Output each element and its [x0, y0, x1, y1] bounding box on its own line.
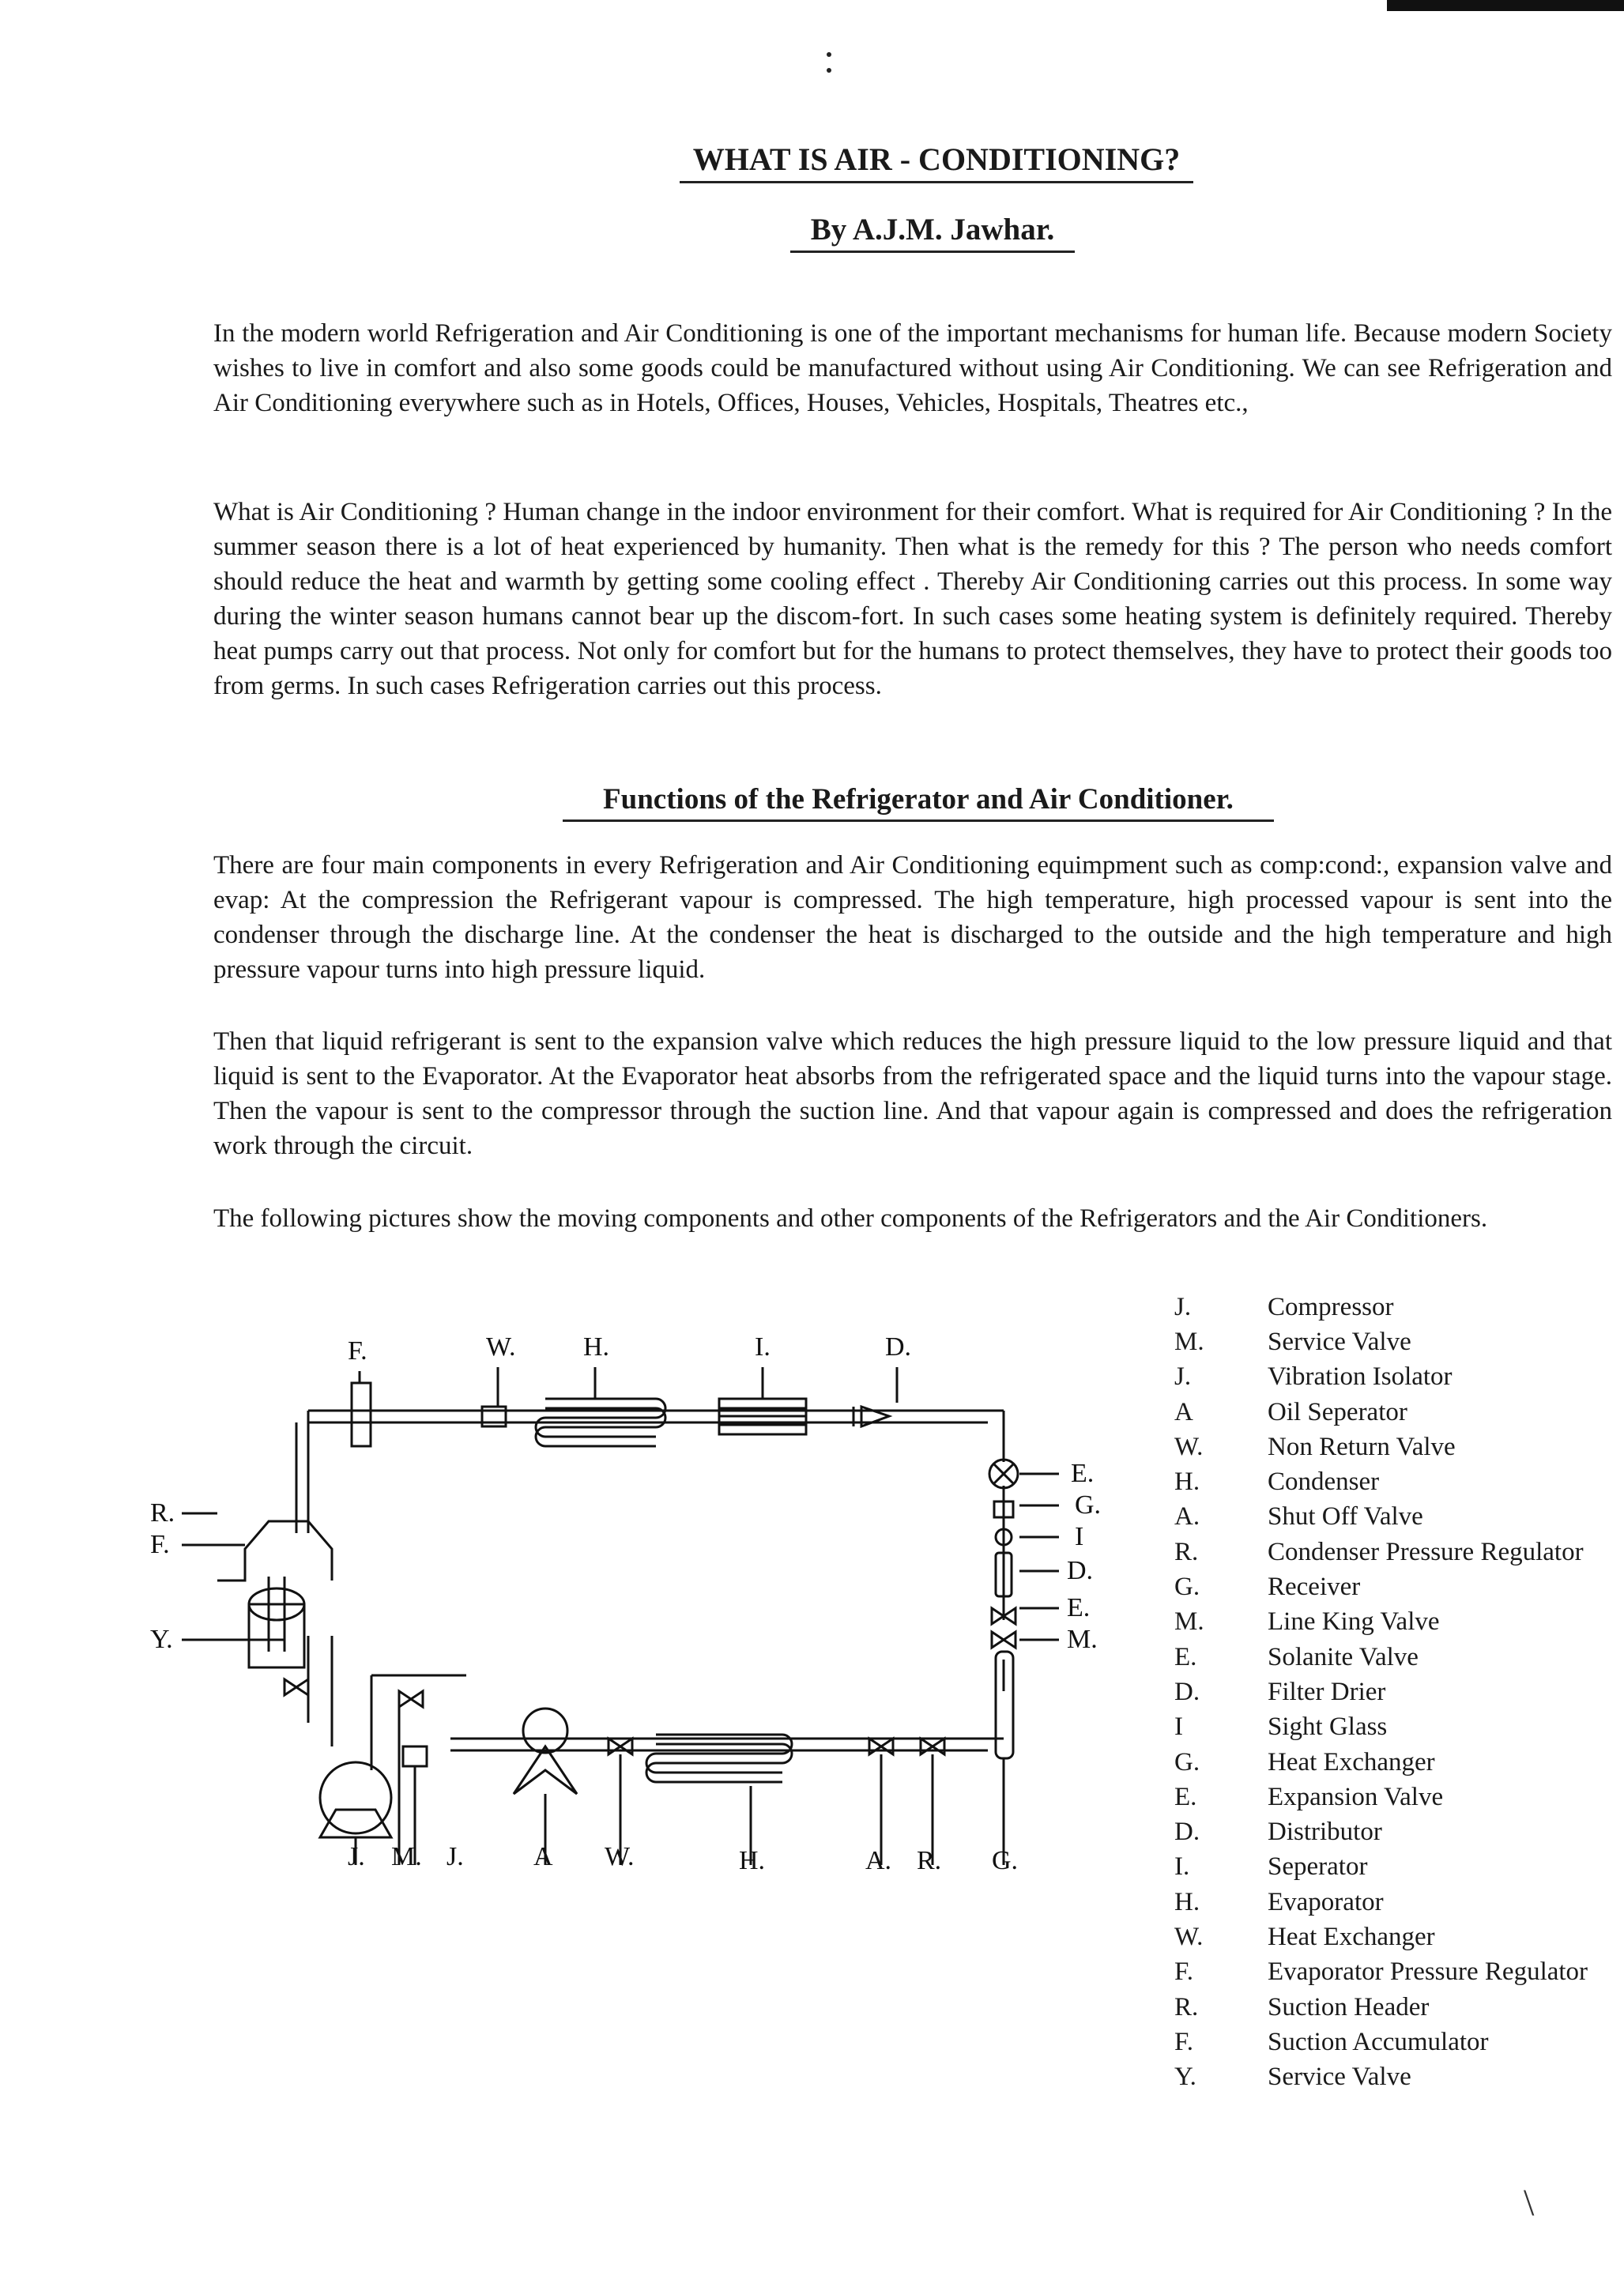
legend-name: Heat Exchanger: [1268, 1747, 1435, 1776]
diagram-label-bottom: W.: [605, 1842, 635, 1871]
legend-row: [1162, 1850, 1620, 1885]
legend-name: Condenser Pressure Regulator: [1268, 1537, 1584, 1566]
component-legend: [1162, 1290, 1620, 2095]
page-title: WHAT IS AIR - CONDITIONING?: [680, 141, 1193, 183]
legend-key: W.: [1174, 1432, 1204, 1461]
diagram-label-bottom: A: [533, 1842, 553, 1871]
diagram-label-top: W.: [486, 1332, 516, 1362]
legend-row: [1162, 1710, 1620, 1745]
diagram-label-top: D.: [885, 1332, 912, 1362]
diagram-label-bottom: M.: [391, 1842, 422, 1871]
legend-key: G.: [1174, 1747, 1200, 1776]
legend-row: [1162, 1464, 1620, 1499]
legend-name: Filter Drier: [1268, 1677, 1386, 1706]
legend-row: [1162, 1290, 1620, 1324]
legend-key: D.: [1174, 1818, 1200, 1847]
diagram-label-bottom: A.: [865, 1846, 892, 1875]
legend-name: Sight Glass: [1268, 1712, 1388, 1742]
diagram-label-right: E.: [1071, 1459, 1095, 1488]
diagram-label-bottom: R.: [917, 1846, 942, 1875]
diagram-label-bottom: H.: [739, 1846, 766, 1875]
diagram-label-top: F.: [348, 1336, 367, 1366]
legend-name: Vibration Isolator: [1268, 1362, 1453, 1392]
legend-name: Solanite Valve: [1268, 1642, 1419, 1671]
diagram-label-bottom: G.: [992, 1846, 1019, 1875]
legend-key: I.: [1174, 1852, 1190, 1882]
legend-key: A: [1174, 1397, 1193, 1426]
legend-name: Distributor: [1268, 1818, 1382, 1847]
legend-row: [1162, 1640, 1620, 1675]
legend-key: F.: [1174, 1957, 1193, 1987]
legend-row: [1162, 1360, 1620, 1395]
handwritten-page-mark: \: [1524, 2182, 1535, 2224]
legend-key: A.: [1174, 1502, 1200, 1532]
legend-name: Evaporator: [1268, 1887, 1384, 1916]
legend-name: Service Valve: [1268, 2063, 1411, 2092]
legend-key: I: [1174, 1712, 1183, 1742]
function-paragraph-1: There are four main components in every Refrigeration and Air Conditioning equimpment such as comp:cond:, expansion valve and evap: At the compression the Refrigerant vapour is compressed. The high temperature, high processed vapour is sent into the condenser through the discharge line. At the condenser the heat is discharged to the outside and the high temperature and high pressure vapour turns into high pressure liquid.: [213, 851, 1612, 984]
diagram-label-bottom: J.: [447, 1842, 464, 1871]
legend-row: [1162, 1745, 1620, 1780]
legend-name: Oil Seperator: [1268, 1397, 1407, 1426]
diagram-label-right: M.: [1067, 1625, 1098, 1654]
legend-name: Expansion Valve: [1268, 1782, 1444, 1811]
legend-name: Seperator: [1268, 1852, 1368, 1882]
vibration-isolator-box: [403, 1746, 427, 1766]
section-heading: Functions of the Refrigerator and Air Conditioner.: [563, 782, 1274, 822]
legend-name: Evaporator Pressure Regulator: [1268, 1957, 1588, 1987]
legend-row: [1162, 2025, 1620, 2059]
legend-key: J.: [1174, 1292, 1192, 1321]
legend-name: Compressor: [1268, 1292, 1394, 1321]
refrigeration-circuit-diagram: [150, 1280, 1146, 1928]
definition-paragraph: What is Air Conditioning ? Human change in the indoor environment for their comfort. What is required for Air Conditioning ? In the summer season there is a lot of heat experienced by humanity. Then what is the remedy for this ? The person who needs comfort should reduce the heat and warmth by getting some cooling effect . Thereby Air Conditioning carries out this process. In some way during the winter season humans cannot bear up the discom-fort. In such cases some heating system is definitely required. Thereby heat pumps carry out that process. Not only for comfort but for the humans to protect themselves, they have to protect their goods too from germs. In such cases Refrigeration carries out this process.: [213, 498, 1612, 700]
legend-key: M.: [1174, 1327, 1204, 1356]
scan-edge-bar: [1387, 0, 1624, 11]
legend-key: D.: [1174, 1677, 1200, 1706]
legend-name: Shut Off Valve: [1268, 1502, 1423, 1532]
legend-key: G.: [1174, 1573, 1200, 1602]
legend-key: F.: [1174, 2027, 1193, 2056]
diagram-label-left: R.: [150, 1498, 175, 1528]
pressure-regulator-box: [352, 1383, 371, 1446]
diagram-label-left: Y.: [150, 1625, 173, 1654]
diagram-label-top: I.: [755, 1332, 771, 1362]
suction-accumulator: [249, 1604, 304, 1667]
legend-name: Non Return Valve: [1268, 1432, 1456, 1461]
suction-header-funnel: [217, 1521, 332, 1581]
legend-key: H.: [1174, 1887, 1200, 1916]
legend-key: J.: [1174, 1362, 1192, 1392]
legend-name: Suction Header: [1268, 1992, 1430, 2021]
legend-name: Line King Valve: [1268, 1607, 1440, 1637]
legend-row: [1162, 1605, 1620, 1640]
legend-row: [1162, 1885, 1620, 1920]
legend-row: [1162, 1324, 1620, 1359]
legend-row: [1162, 1395, 1620, 1430]
legend-row: [1162, 1955, 1620, 1990]
legend-row: [1162, 1675, 1620, 1709]
legend-row: [1162, 1920, 1620, 1954]
scan-speck: [827, 68, 831, 73]
legend-key: Y.: [1174, 2063, 1196, 2092]
diagram-label-top: H.: [583, 1332, 610, 1362]
legend-row: [1162, 1500, 1620, 1535]
legend-row: [1162, 1990, 1620, 2025]
legend-row: [1162, 1569, 1620, 1604]
legend-key: H.: [1174, 1468, 1200, 1497]
diagram-label-bottom: J.: [348, 1842, 365, 1871]
evaporator-coil: [646, 1735, 792, 1782]
legend-row: [1162, 1430, 1620, 1464]
intro-paragraph: In the modern world Refrigeration and Air Conditioning is one of the important mechanisms for human life. Because modern Society wishes to live in comfort and also some goods could be manufactured without using Air Conditioning. We can see Refrigeration and Air Conditioning everywhere such as in Hotels, Offices, Houses, Vehicles, Hospitals, Theatres etc.,: [213, 319, 1612, 417]
compressor-symbol: [320, 1762, 391, 1833]
diagram-label-right: G.: [1075, 1490, 1102, 1520]
legend-name: Heat Exchanger: [1268, 1922, 1435, 1951]
author-byline: By A.J.M. Jawhar.: [790, 212, 1075, 253]
legend-row: [1162, 1814, 1620, 1849]
figure-intro-paragraph: The following pictures show the moving components and other components of the Refrigerators and the Air Conditioners.: [213, 1204, 1488, 1233]
legend-name: Service Valve: [1268, 1327, 1411, 1356]
legend-row: [1162, 1780, 1620, 1814]
legend-key: E.: [1174, 1782, 1197, 1811]
legend-key: R.: [1174, 1992, 1199, 2021]
diagram-label-left: F.: [150, 1530, 170, 1559]
diagram-label-right: E.: [1067, 1593, 1091, 1622]
legend-key: W.: [1174, 1922, 1204, 1951]
legend-row: [1162, 2060, 1620, 2095]
scan-speck: [827, 52, 831, 57]
legend-key: R.: [1174, 1537, 1199, 1566]
legend-key: E.: [1174, 1642, 1197, 1671]
legend-name: Suction Accumulator: [1268, 2027, 1489, 2056]
diagram-label-right: D.: [1067, 1556, 1094, 1585]
function-paragraph-2: Then that liquid refrigerant is sent to the expansion valve which reduces the high pressure liquid to the low pressure liquid and that liquid is sent to the Evaporator. At the Evaporator heat absorbs from the refrigerated space and the liquid turns into the vapour stage. Then the vapour is sent to the compressor through the suction line. And that vapour again is compressed and does the refrigeration work through the circuit.: [213, 1027, 1612, 1160]
diagram-label-right: I: [1075, 1522, 1084, 1551]
legend-key: M.: [1174, 1607, 1204, 1637]
legend-name: Receiver: [1268, 1573, 1361, 1602]
legend-name: Condenser: [1268, 1468, 1380, 1497]
legend-row: [1162, 1535, 1620, 1569]
